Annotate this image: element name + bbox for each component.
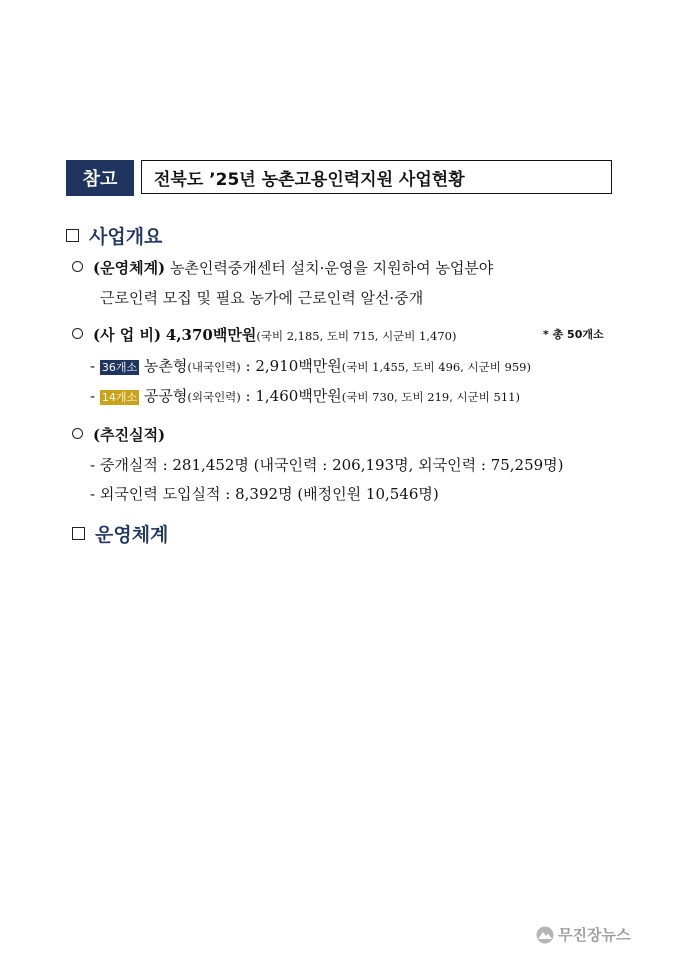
overview-item-operation-cont <box>100 288 423 308</box>
reference-tag: 참고 <box>66 160 134 196</box>
item-label: (사 업 비) <box>93 326 162 344</box>
square-bullet-icon <box>72 527 85 540</box>
circle-bullet-icon <box>72 428 83 439</box>
watermark-text: 무진장뉴스 <box>558 926 631 944</box>
overview-item-operation <box>72 258 493 278</box>
overview-item-performance <box>72 425 165 445</box>
separator: : <box>240 357 256 375</box>
watermark <box>536 924 630 945</box>
dash-bullet: - <box>90 357 100 375</box>
budget-detail: (국비 2,185, 도비 715, 시군비 1,470) <box>256 329 457 343</box>
performance-sub-matching <box>90 455 564 475</box>
section-heading-overview <box>66 222 162 249</box>
sub-detail: (국비 1,455, 도비 496, 시군비 959) <box>341 360 531 374</box>
section-heading-operation <box>72 520 168 547</box>
sub-detail: (국비 730, 도비 219, 시군비 511) <box>341 390 520 404</box>
sub-amount: 2,910백만원 <box>255 357 342 375</box>
dash-bullet: - <box>90 387 100 405</box>
square-bullet-icon <box>66 229 79 242</box>
budget-amount: 4,370백만원 <box>165 326 257 344</box>
section-title: 운영체계 <box>95 524 169 546</box>
sub-text: 외국인력 도입실적 : 8,392명 (배정인원 10,546명) <box>99 485 439 503</box>
document-title-box <box>141 160 612 194</box>
type-note: (내국인력) <box>187 360 241 374</box>
item-text: 농촌인력중개센터 설치·운영을 지원하여 농업분야 <box>169 259 494 277</box>
dash-bullet: - <box>90 456 100 474</box>
sub-text: 중개실적 : 281,452명 (내국인력 : 206,193명, 외국인력 : 75,259명) <box>99 456 564 474</box>
type-note: (외국인력) <box>187 390 241 404</box>
performance-sub-foreign <box>90 484 439 504</box>
type-label: 공공형 <box>143 387 188 405</box>
total-count-note: * 총 50개소 <box>543 328 604 341</box>
item-text-line2: 근로인력 모집 및 필요 농가에 근로인력 알선·중개 <box>100 289 424 307</box>
circle-bullet-icon <box>72 328 83 339</box>
document-title: 전북도 ’25년 농촌고용인력지원 사업현황 <box>154 169 465 190</box>
dash-bullet: - <box>90 485 100 503</box>
item-label: (추진실적) <box>93 426 166 444</box>
mountain-logo-icon <box>536 926 554 944</box>
budget-sub-rural <box>90 356 531 378</box>
sub-amount: 1,460백만원 <box>255 387 342 405</box>
overview-item-budget <box>72 325 456 346</box>
budget-sub-public <box>90 386 520 408</box>
count-badge-rural: 36개소 <box>101 361 138 374</box>
section-title: 사업개요 <box>89 226 163 248</box>
separator: : <box>240 387 256 405</box>
circle-bullet-icon <box>72 261 83 272</box>
count-badge-public: 14개소 <box>101 391 138 404</box>
type-label: 농촌형 <box>143 357 188 375</box>
item-label: (운영체계) <box>93 259 166 277</box>
